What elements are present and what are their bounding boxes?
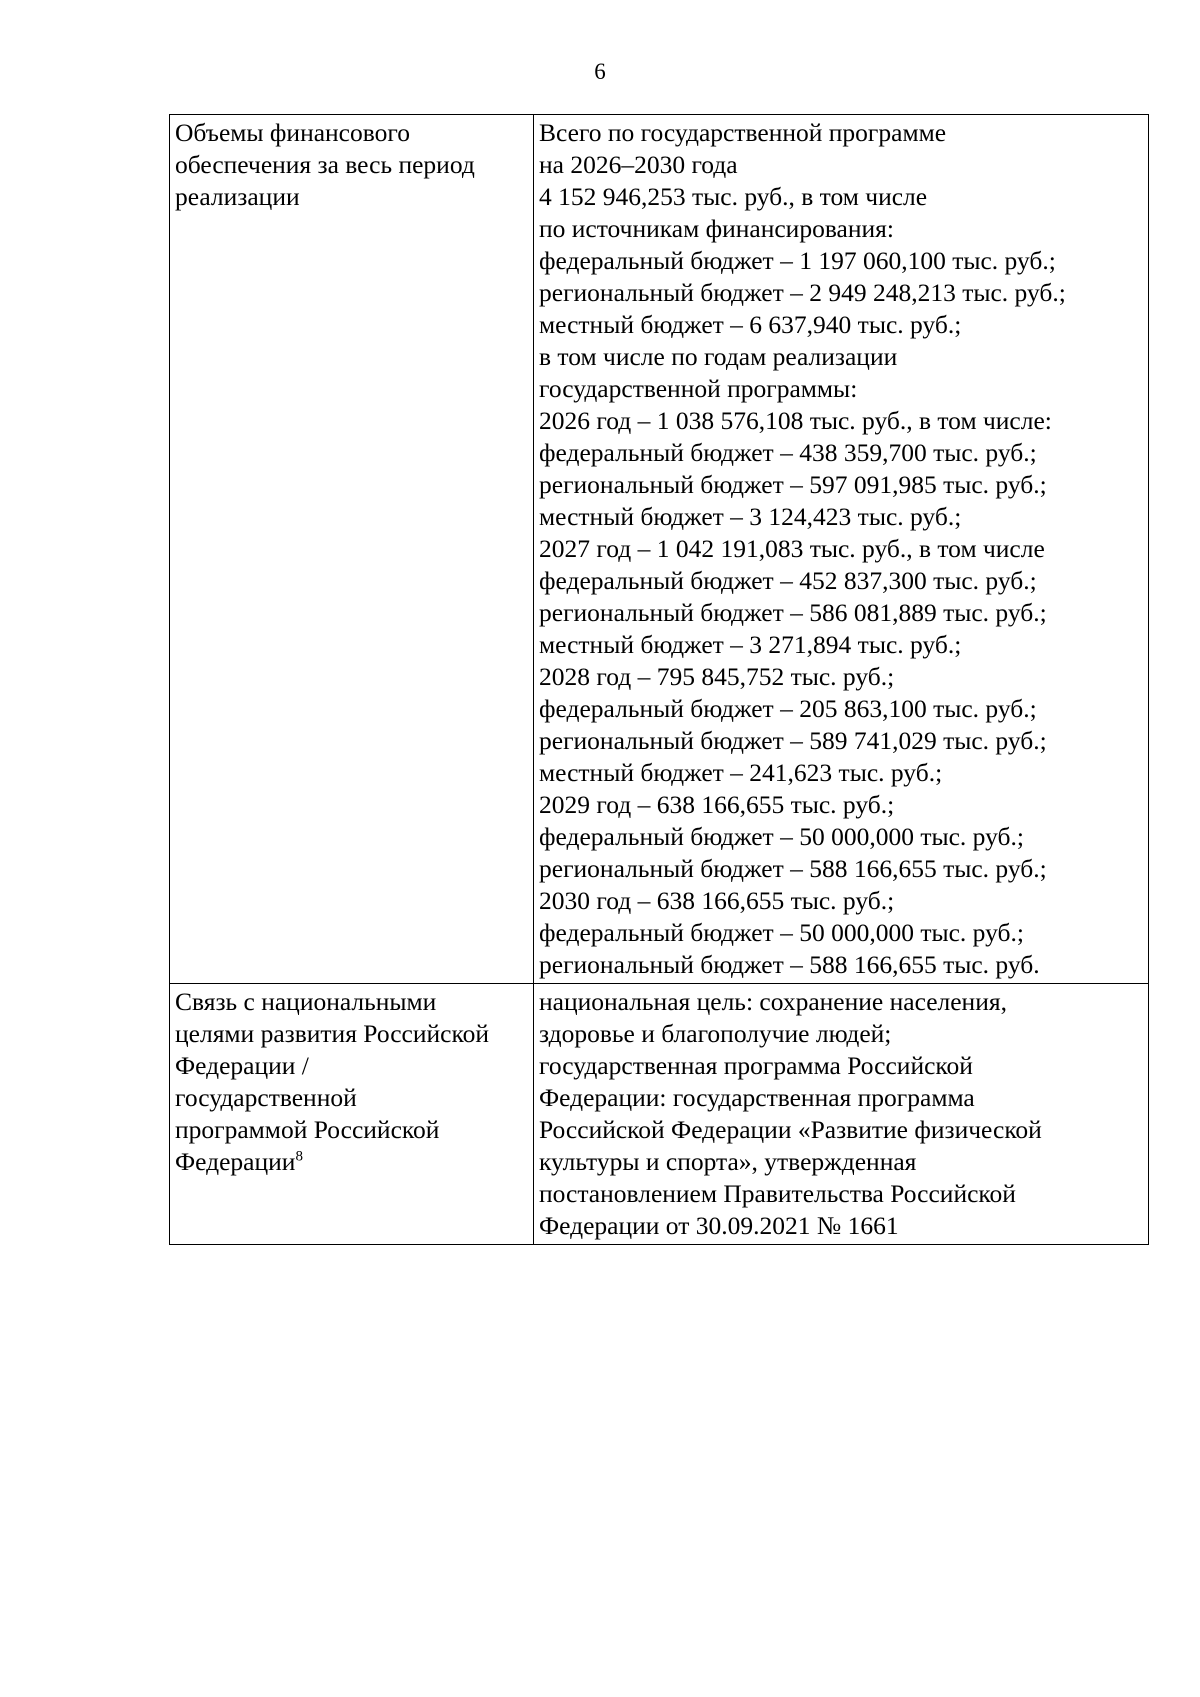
value-line: 4 152 946,253 тыс. руб., в том числе xyxy=(539,182,928,211)
program-passport-table xyxy=(169,114,1149,1245)
value-line: федеральный бюджет – 50 000,000 тыс. руб.; xyxy=(539,822,1024,851)
value-line: федеральный бюджет – 50 000,000 тыс. руб.; xyxy=(539,918,1024,947)
value-line: государственной программы: xyxy=(539,374,858,403)
value-line: 2028 год – 795 845,752 тыс. руб.; xyxy=(539,662,895,691)
value-line: Федерации: государственная программа xyxy=(539,1083,975,1112)
label-line: программой Российской xyxy=(175,1115,440,1144)
value-line: местный бюджет – 3 271,894 тыс. руб.; xyxy=(539,630,962,659)
value-line: региональный бюджет – 586 081,889 тыс. руб.; xyxy=(539,598,1047,627)
table-row-financing xyxy=(170,115,1149,984)
value-line: культуры и спорта», утвержденная xyxy=(539,1147,917,1176)
national-goals-value-cell xyxy=(534,984,1149,1245)
value-line: 2030 год – 638 166,655 тыс. руб.; xyxy=(539,886,895,915)
value-line: Федерации от 30.09.2021 № 1661 xyxy=(539,1211,899,1240)
label-line: Связь с национальными xyxy=(175,987,437,1016)
value-line: на 2026–2030 года xyxy=(539,150,738,179)
national-goals-label-cell xyxy=(170,984,534,1245)
value-line: федеральный бюджет – 452 837,300 тыс. руб.; xyxy=(539,566,1037,595)
value-line: региональный бюджет – 589 741,029 тыс. руб.; xyxy=(539,726,1047,755)
value-line: здоровье и благополучие людей; xyxy=(539,1019,892,1048)
label-line: целями развития Российской xyxy=(175,1019,489,1048)
value-line: региональный бюджет – 588 166,655 тыс. руб. xyxy=(539,950,1040,979)
label-line: Объемы финансового xyxy=(175,118,410,147)
value-line: федеральный бюджет – 205 863,100 тыс. руб.; xyxy=(539,694,1037,723)
value-line: национальная цель: сохранение населения, xyxy=(539,987,1007,1016)
value-line: федеральный бюджет – 1 197 060,100 тыс. руб.; xyxy=(539,246,1056,275)
value-line: местный бюджет – 6 637,940 тыс. руб.; xyxy=(539,310,962,339)
label-line: Федерации / xyxy=(175,1051,309,1080)
page-number: 6 xyxy=(594,59,606,84)
value-line: в том числе по годам реализации xyxy=(539,342,898,371)
value-line: 2029 год – 638 166,655 тыс. руб.; xyxy=(539,790,895,819)
value-line: государственная программа Российской xyxy=(539,1051,973,1080)
value-line: федеральный бюджет – 438 359,700 тыс. руб.; xyxy=(539,438,1037,467)
footnote-marker: 8 xyxy=(295,1148,303,1165)
label-line: обеспечения за весь период xyxy=(175,150,475,179)
value-line: местный бюджет – 241,623 тыс. руб.; xyxy=(539,758,943,787)
label-line: государственной xyxy=(175,1083,357,1112)
label-line: Федерации$^8$ xyxy=(175,1147,303,1176)
financing-value-cell xyxy=(534,115,1149,984)
value-line: Всего по государственной программе xyxy=(539,118,947,147)
value-line: региональный бюджет – 2 949 248,213 тыс. руб.; xyxy=(539,278,1066,307)
value-line: постановлением Правительства Российской xyxy=(539,1179,1016,1208)
financing-label-cell xyxy=(170,115,534,984)
value-line: по источникам финансирования: xyxy=(539,214,894,243)
value-line: региональный бюджет – 597 091,985 тыс. руб.; xyxy=(539,470,1047,499)
table-row-national-goals xyxy=(170,984,1149,1245)
label-line: реализации xyxy=(175,182,300,211)
value-line: Российской Федерации «Развитие физической xyxy=(539,1115,1042,1144)
value-line: региональный бюджет – 588 166,655 тыс. руб.; xyxy=(539,854,1047,883)
value-line: 2026 год – 1 038 576,108 тыс. руб., в том числе: xyxy=(539,406,1052,435)
value-line: местный бюджет – 3 124,423 тыс. руб.; xyxy=(539,502,962,531)
value-line: 2027 год – 1 042 191,083 тыс. руб., в том числе xyxy=(539,534,1045,563)
